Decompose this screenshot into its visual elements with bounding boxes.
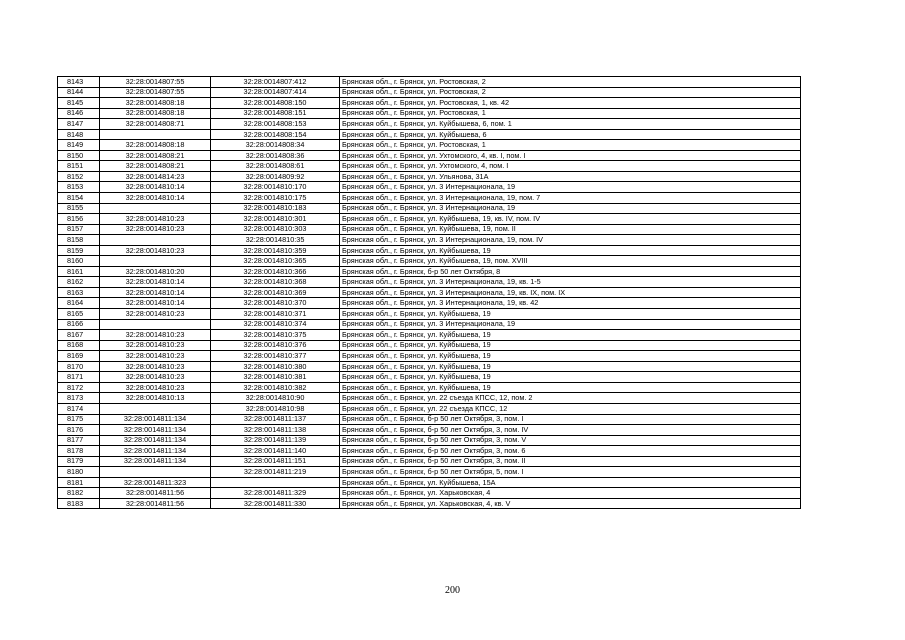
land-cadastral-number-cell: 32:28:0014811:134 [100, 456, 211, 467]
land-cadastral-number-cell [100, 319, 211, 330]
object-cadastral-number-cell: 32:28:0014810:369 [211, 287, 340, 298]
row-number-cell: 8147 [58, 119, 100, 130]
address-cell: Брянская обл., г. Брянск, б-р 50 лет Октября, 3, пом. 6 [340, 446, 801, 457]
land-cadastral-number-cell: 32:28:0014810:23 [100, 330, 211, 341]
object-cadastral-number-cell: 32:28:0014810:371 [211, 309, 340, 320]
row-number-cell: 8153 [58, 182, 100, 193]
address-cell: Брянская обл., г. Брянск, ул. Куйбышева, 19 [340, 382, 801, 393]
row-number-cell: 8172 [58, 382, 100, 393]
row-number-cell: 8146 [58, 108, 100, 119]
object-cadastral-number-cell: 32:28:0014807:414 [211, 87, 340, 98]
table-row [58, 266, 801, 277]
address-cell: Брянская обл., г. Брянск, ул. 3 Интернационала, 19, кв. 42 [340, 298, 801, 309]
table-row [58, 171, 801, 182]
row-number-cell: 8143 [58, 77, 100, 88]
land-cadastral-number-cell [100, 403, 211, 414]
table-row [58, 77, 801, 88]
object-cadastral-number-cell: 32:28:0014810:368 [211, 277, 340, 288]
address-cell: Брянская обл., г. Брянск, ул. Ростовская, 1 [340, 108, 801, 119]
object-cadastral-number-cell: 32:28:0014809:92 [211, 171, 340, 182]
table-row [58, 361, 801, 372]
land-cadastral-number-cell: 32:28:0014811:134 [100, 435, 211, 446]
object-cadastral-number-cell: 32:28:0014810:175 [211, 193, 340, 204]
object-cadastral-number-cell: 32:28:0014807:412 [211, 77, 340, 88]
table-row [58, 382, 801, 393]
object-cadastral-number-cell: 32:28:0014811:138 [211, 425, 340, 436]
table-row [58, 351, 801, 362]
table-row [58, 446, 801, 457]
address-cell: Брянская обл., г. Брянск, ул. Куйбышева, 15А [340, 477, 801, 488]
land-cadastral-number-cell: 32:28:0014808:18 [100, 98, 211, 109]
address-cell: Брянская обл., г. Брянск, ул. 3 Интернационала, 19, кв. 1-5 [340, 277, 801, 288]
table-row [58, 298, 801, 309]
table-row [58, 235, 801, 246]
land-cadastral-number-cell [100, 256, 211, 267]
address-cell: Брянская обл., г. Брянск, ул. Куйбышева, 19, кв. IV, пом. IV [340, 214, 801, 225]
table-row [58, 309, 801, 320]
object-cadastral-number-cell: 32:28:0014810:380 [211, 361, 340, 372]
land-cadastral-number-cell: 32:28:0014811:56 [100, 498, 211, 509]
land-cadastral-number-cell: 32:28:0014808:18 [100, 140, 211, 151]
row-number-cell: 8154 [58, 193, 100, 204]
row-number-cell: 8149 [58, 140, 100, 151]
row-number-cell: 8161 [58, 266, 100, 277]
table-row [58, 498, 801, 509]
table-row [58, 214, 801, 225]
table-row [58, 456, 801, 467]
land-cadastral-number-cell: 32:28:0014808:21 [100, 161, 211, 172]
row-number-cell: 8165 [58, 309, 100, 320]
address-cell: Брянская обл., г. Брянск, ул. Куйбышева, 19 [340, 372, 801, 383]
address-cell: Брянская обл., г. Брянск, ул. 3 Интернационала, 19 [340, 203, 801, 214]
object-cadastral-number-cell: 32:28:0014808:34 [211, 140, 340, 151]
table-row [58, 98, 801, 109]
address-cell: Брянская обл., г. Брянск, ул. Харьковская, 4 [340, 488, 801, 499]
land-cadastral-number-cell: 32:28:0014808:21 [100, 150, 211, 161]
address-cell: Брянская обл., г. Брянск, ул. Ухтомского, 4, пом. I [340, 161, 801, 172]
table-row [58, 477, 801, 488]
object-cadastral-number-cell: 32:28:0014810:35 [211, 235, 340, 246]
object-cadastral-number-cell: 32:28:0014810:374 [211, 319, 340, 330]
table-row [58, 372, 801, 383]
object-cadastral-number-cell: 32:28:0014810:303 [211, 224, 340, 235]
object-cadastral-number-cell: 32:28:0014811:330 [211, 498, 340, 509]
land-cadastral-number-cell: 32:28:0014808:71 [100, 119, 211, 130]
table-row [58, 340, 801, 351]
address-cell: Брянская обл., г. Брянск, ул. Куйбышева, 19 [340, 309, 801, 320]
object-cadastral-number-cell: 32:28:0014811:151 [211, 456, 340, 467]
land-cadastral-number-cell: 32:28:0014810:23 [100, 382, 211, 393]
object-cadastral-number-cell [211, 477, 340, 488]
row-number-cell: 8177 [58, 435, 100, 446]
object-cadastral-number-cell: 32:28:0014810:170 [211, 182, 340, 193]
page-number: 200 [445, 585, 460, 596]
land-cadastral-number-cell: 32:28:0014810:14 [100, 182, 211, 193]
address-cell: Брянская обл., г. Брянск, ул. Куйбышева, 19, пом. II [340, 224, 801, 235]
land-cadastral-number-cell: 32:28:0014810:23 [100, 340, 211, 351]
object-cadastral-number-cell: 32:28:0014810:90 [211, 393, 340, 404]
object-cadastral-number-cell: 32:28:0014810:366 [211, 266, 340, 277]
table-row [58, 108, 801, 119]
land-cadastral-number-cell: 32:28:0014810:23 [100, 309, 211, 320]
address-cell: Брянская обл., г. Брянск, ул. Ростовская, 1 [340, 140, 801, 151]
row-number-cell: 8151 [58, 161, 100, 172]
address-cell: Брянская обл., г. Брянск, ул. Куйбышева, 19 [340, 340, 801, 351]
row-number-cell: 8152 [58, 171, 100, 182]
object-cadastral-number-cell: 32:28:0014810:365 [211, 256, 340, 267]
table-row [58, 287, 801, 298]
land-cadastral-number-cell: 32:28:0014811:134 [100, 446, 211, 457]
table-row [58, 140, 801, 151]
land-cadastral-number-cell [100, 467, 211, 478]
address-cell: Брянская обл., г. Брянск, б-р 50 лет Октября, 8 [340, 266, 801, 277]
table-row [58, 87, 801, 98]
object-cadastral-number-cell: 32:28:0014810:98 [211, 403, 340, 414]
object-cadastral-number-cell: 32:28:0014808:151 [211, 108, 340, 119]
land-cadastral-number-cell: 32:28:0014810:23 [100, 372, 211, 383]
table-row [58, 403, 801, 414]
row-number-cell: 8168 [58, 340, 100, 351]
address-cell: Брянская обл., г. Брянск, б-р 50 лет Октября, 3, пом. I [340, 414, 801, 425]
land-cadastral-number-cell: 32:28:0014811:134 [100, 425, 211, 436]
row-number-cell: 8155 [58, 203, 100, 214]
table-row [58, 425, 801, 436]
row-number-cell: 8178 [58, 446, 100, 457]
land-cadastral-number-cell: 32:28:0014810:14 [100, 287, 211, 298]
address-cell: Брянская обл., г. Брянск, ул. Куйбышева, 19 [340, 361, 801, 372]
row-number-cell: 8158 [58, 235, 100, 246]
address-cell: Брянская обл., г. Брянск, ул. Ростовская, 1, кв. 42 [340, 98, 801, 109]
row-number-cell: 8176 [58, 425, 100, 436]
address-cell: Брянская обл., г. Брянск, ул. Куйбышева, 19 [340, 245, 801, 256]
table-row [58, 161, 801, 172]
land-cadastral-number-cell: 32:28:0014807:55 [100, 77, 211, 88]
object-cadastral-number-cell: 32:28:0014810:301 [211, 214, 340, 225]
land-cadastral-number-cell: 32:28:0014810:23 [100, 224, 211, 235]
row-number-cell: 8179 [58, 456, 100, 467]
table-row [58, 193, 801, 204]
land-cadastral-number-cell: 32:28:0014810:14 [100, 193, 211, 204]
table-row [58, 414, 801, 425]
object-cadastral-number-cell: 32:28:0014810:359 [211, 245, 340, 256]
object-cadastral-number-cell: 32:28:0014811:137 [211, 414, 340, 425]
row-number-cell: 8175 [58, 414, 100, 425]
land-cadastral-number-cell: 32:28:0014811:56 [100, 488, 211, 499]
row-number-cell: 8144 [58, 87, 100, 98]
land-cadastral-number-cell: 32:28:0014810:23 [100, 245, 211, 256]
land-cadastral-number-cell: 32:28:0014810:23 [100, 361, 211, 372]
address-cell: Брянская обл., г. Брянск, ул. 3 Интернационала, 19 [340, 182, 801, 193]
object-cadastral-number-cell: 32:28:0014810:381 [211, 372, 340, 383]
land-cadastral-number-cell: 32:28:0014810:14 [100, 277, 211, 288]
address-cell: Брянская обл., г. Брянск, ул. Куйбышева, 19 [340, 330, 801, 341]
row-number-cell: 8174 [58, 403, 100, 414]
row-number-cell: 8145 [58, 98, 100, 109]
row-number-cell: 8167 [58, 330, 100, 341]
row-number-cell: 8156 [58, 214, 100, 225]
land-cadastral-number-cell: 32:28:0014811:134 [100, 414, 211, 425]
address-cell: Брянская обл., г. Брянск, б-р 50 лет Октября, 5, пом. I [340, 467, 801, 478]
row-number-cell: 8163 [58, 287, 100, 298]
address-cell: Брянская обл., г. Брянск, ул. 22 съезда КПСС, 12 [340, 403, 801, 414]
land-cadastral-number-cell: 32:28:0014808:18 [100, 108, 211, 119]
row-number-cell: 8183 [58, 498, 100, 509]
land-cadastral-number-cell: 32:28:0014810:14 [100, 298, 211, 309]
object-cadastral-number-cell: 32:28:0014808:154 [211, 129, 340, 140]
object-cadastral-number-cell: 32:28:0014808:61 [211, 161, 340, 172]
land-cadastral-number-cell: 32:28:0014810:23 [100, 214, 211, 225]
address-cell: Брянская обл., г. Брянск, б-р 50 лет Октября, 3, пом. II [340, 456, 801, 467]
table-row [58, 256, 801, 267]
object-cadastral-number-cell: 32:28:0014810:370 [211, 298, 340, 309]
object-cadastral-number-cell: 32:28:0014810:183 [211, 203, 340, 214]
row-number-cell: 8150 [58, 150, 100, 161]
object-cadastral-number-cell: 32:28:0014808:36 [211, 150, 340, 161]
object-cadastral-number-cell: 32:28:0014810:376 [211, 340, 340, 351]
row-number-cell: 8166 [58, 319, 100, 330]
row-number-cell: 8171 [58, 372, 100, 383]
address-cell: Брянская обл., г. Брянск, ул. Ростовская, 2 [340, 77, 801, 88]
land-cadastral-number-cell: 32:28:0014807:55 [100, 87, 211, 98]
land-cadastral-number-cell: 32:28:0014810:13 [100, 393, 211, 404]
object-cadastral-number-cell: 32:28:0014810:377 [211, 351, 340, 362]
address-cell: Брянская обл., г. Брянск, ул. 3 Интернационала, 19, кв. IX, пом. IX [340, 287, 801, 298]
land-cadastral-number-cell: 32:28:0014814:23 [100, 171, 211, 182]
object-cadastral-number-cell: 32:28:0014811:329 [211, 488, 340, 499]
table-row [58, 182, 801, 193]
address-cell: Брянская обл., г. Брянск, б-р 50 лет Октября, 3, пом. V [340, 435, 801, 446]
registry-table-body [58, 77, 801, 509]
row-number-cell: 8160 [58, 256, 100, 267]
table-row [58, 119, 801, 130]
address-cell: Брянская обл., г. Брянск, ул. Куйбышева, 19 [340, 351, 801, 362]
table-row [58, 129, 801, 140]
address-cell: Брянская обл., г. Брянск, ул. 3 Интернационала, 19 [340, 319, 801, 330]
table-row [58, 393, 801, 404]
table-row [58, 203, 801, 214]
object-cadastral-number-cell: 32:28:0014810:375 [211, 330, 340, 341]
land-cadastral-number-cell: 32:28:0014811:323 [100, 477, 211, 488]
address-cell: Брянская обл., г. Брянск, ул. Харьковская, 4, кв. V [340, 498, 801, 509]
table-row [58, 224, 801, 235]
row-number-cell: 8173 [58, 393, 100, 404]
row-number-cell: 8159 [58, 245, 100, 256]
table-row [58, 330, 801, 341]
address-cell: Брянская обл., г. Брянск, ул. 22 съезда КПСС, 12, пом. 2 [340, 393, 801, 404]
address-cell: Брянская обл., г. Брянск, ул. Куйбышева, 19, пом. XVIII [340, 256, 801, 267]
object-cadastral-number-cell: 32:28:0014808:153 [211, 119, 340, 130]
row-number-cell: 8170 [58, 361, 100, 372]
address-cell: Брянская обл., г. Брянск, ул. Куйбышева, 6, пом. 1 [340, 119, 801, 130]
row-number-cell: 8164 [58, 298, 100, 309]
land-cadastral-number-cell [100, 203, 211, 214]
row-number-cell: 8148 [58, 129, 100, 140]
table-row [58, 488, 801, 499]
row-number-cell: 8182 [58, 488, 100, 499]
land-cadastral-number-cell [100, 129, 211, 140]
table-row [58, 435, 801, 446]
object-cadastral-number-cell: 32:28:0014810:382 [211, 382, 340, 393]
table-row [58, 150, 801, 161]
registry-table [57, 76, 801, 509]
land-cadastral-number-cell: 32:28:0014810:20 [100, 266, 211, 277]
object-cadastral-number-cell: 32:28:0014811:219 [211, 467, 340, 478]
address-cell: Брянская обл., г. Брянск, ул. Куйбышева, 6 [340, 129, 801, 140]
row-number-cell: 8169 [58, 351, 100, 362]
table-row [58, 245, 801, 256]
land-cadastral-number-cell [100, 235, 211, 246]
address-cell: Брянская обл., г. Брянск, ул. 3 Интернационала, 19, пом. IV [340, 235, 801, 246]
table-row [58, 277, 801, 288]
address-cell: Брянская обл., г. Брянск, б-р 50 лет Октября, 3, пом. IV [340, 425, 801, 436]
row-number-cell: 8162 [58, 277, 100, 288]
address-cell: Брянская обл., г. Брянск, ул. Ухтомского, 4, кв. I, пом. I [340, 150, 801, 161]
address-cell: Брянская обл., г. Брянск, ул. Ростовская, 2 [340, 87, 801, 98]
row-number-cell: 8157 [58, 224, 100, 235]
address-cell: Брянская обл., г. Брянск, ул. Ульянова, 31А [340, 171, 801, 182]
object-cadastral-number-cell: 32:28:0014808:150 [211, 98, 340, 109]
object-cadastral-number-cell: 32:28:0014811:140 [211, 446, 340, 457]
address-cell: Брянская обл., г. Брянск, ул. 3 Интернационала, 19, пом. 7 [340, 193, 801, 204]
object-cadastral-number-cell: 32:28:0014811:139 [211, 435, 340, 446]
land-cadastral-number-cell: 32:28:0014810:23 [100, 351, 211, 362]
row-number-cell: 8181 [58, 477, 100, 488]
table-row [58, 467, 801, 478]
table-row [58, 319, 801, 330]
row-number-cell: 8180 [58, 467, 100, 478]
